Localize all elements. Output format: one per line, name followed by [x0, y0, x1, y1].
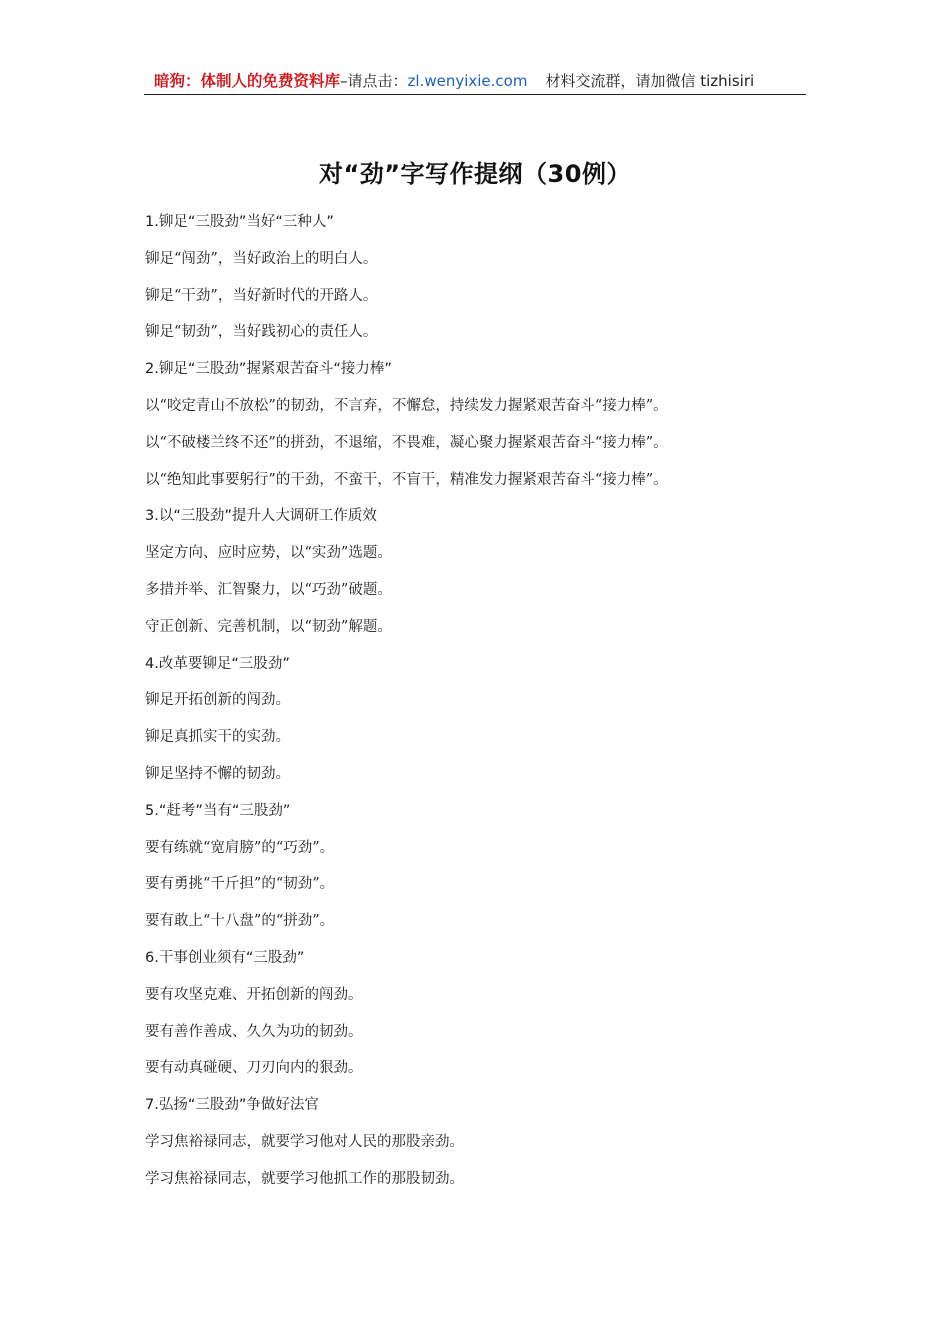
outline-item: 守正创新、完善机制，以“韧劲”解题。	[145, 618, 392, 635]
outline-item: 要有练就“宽肩膀”的“巧劲”。	[145, 839, 335, 856]
section-heading: 6.干事创业须有“三股劲”	[145, 949, 305, 966]
outline-item: 多措并举、汇智聚力，以“巧劲”破题。	[145, 581, 392, 598]
outline-item: 铆足坚持不懈的韧劲。	[145, 765, 290, 782]
section-heading: 7.弘扬“三股劲”争做好法官	[145, 1097, 319, 1114]
outline-item: 铆足“韧劲”，当好践初心的责任人。	[145, 324, 378, 341]
header-click-prefix: –请点击：	[340, 72, 408, 90]
outline-item: 学习焦裕禄同志，就要学习他抓工作的那股韧劲。	[145, 1170, 464, 1187]
section-heading: 1.铆足“三股劲”当好“三种人”	[145, 214, 334, 230]
outline-item: 坚定方向、应时应势，以“实劲”选题。	[145, 545, 392, 562]
outline-item: 铆足“闯劲”，当好政治上的明白人。	[145, 250, 378, 267]
document-title: 对“劲”字写作提纲（30例）	[319, 160, 631, 188]
header-url-link[interactable]: zl.wenyixie.com	[407, 72, 528, 90]
page-header	[144, 68, 806, 95]
section-heading: 3.以“三股劲”提升人大调研工作质效	[145, 508, 377, 525]
document-body	[145, 210, 825, 1204]
outline-item: 要有善作善成、久久为功的韧劲。	[145, 1023, 363, 1040]
outline-item: 铆足开拓创新的闯劲。	[145, 692, 290, 709]
outline-item: 铆足真抓实干的实劲。	[145, 729, 290, 746]
header-group-text: 材料交流群，请加微信 tizhisiri	[545, 72, 755, 90]
outline-item: 以“不破楼兰终不还”的拼劲，不退缩，不畏难，凝心聚力握紧艰苦奋斗“接力棒”。	[145, 434, 668, 451]
outline-item: 以“绝知此事要躬行”的干劲，不蛮干，不盲干，精准发力握紧艰苦奋斗“接力棒”。	[145, 471, 668, 488]
section-heading: 4.改革要铆足“三股劲”	[145, 655, 290, 672]
outline-item: 要有勇挑“千斤担”的“韧劲”。	[145, 876, 335, 893]
section-heading: 2.铆足“三股劲”握紧艰苦奋斗“接力棒”	[145, 361, 392, 378]
outline-item: 要有攻坚克难、开拓创新的闯劲。	[145, 986, 363, 1003]
outline-item: 要有敢上“十八盘”的“拼劲”。	[145, 913, 335, 930]
outline-item: 以“咬定青山不放松”的韧劲，不言弃，不懈怠，持续发力握紧艰苦奋斗“接力棒”。	[145, 397, 668, 414]
header-brand: 暗狗：体制人的免费资料库	[154, 72, 341, 90]
outline-item: 学习焦裕禄同志，就要学习他对人民的那股亲劲。	[145, 1133, 464, 1150]
section-heading: 5.“赶考”当有“三股劲”	[145, 802, 291, 819]
outline-item: 要有动真碰硬、刀刃向内的狠劲。	[145, 1060, 363, 1077]
outline-item: 铆足“干劲”，当好新时代的开路人。	[145, 287, 378, 304]
